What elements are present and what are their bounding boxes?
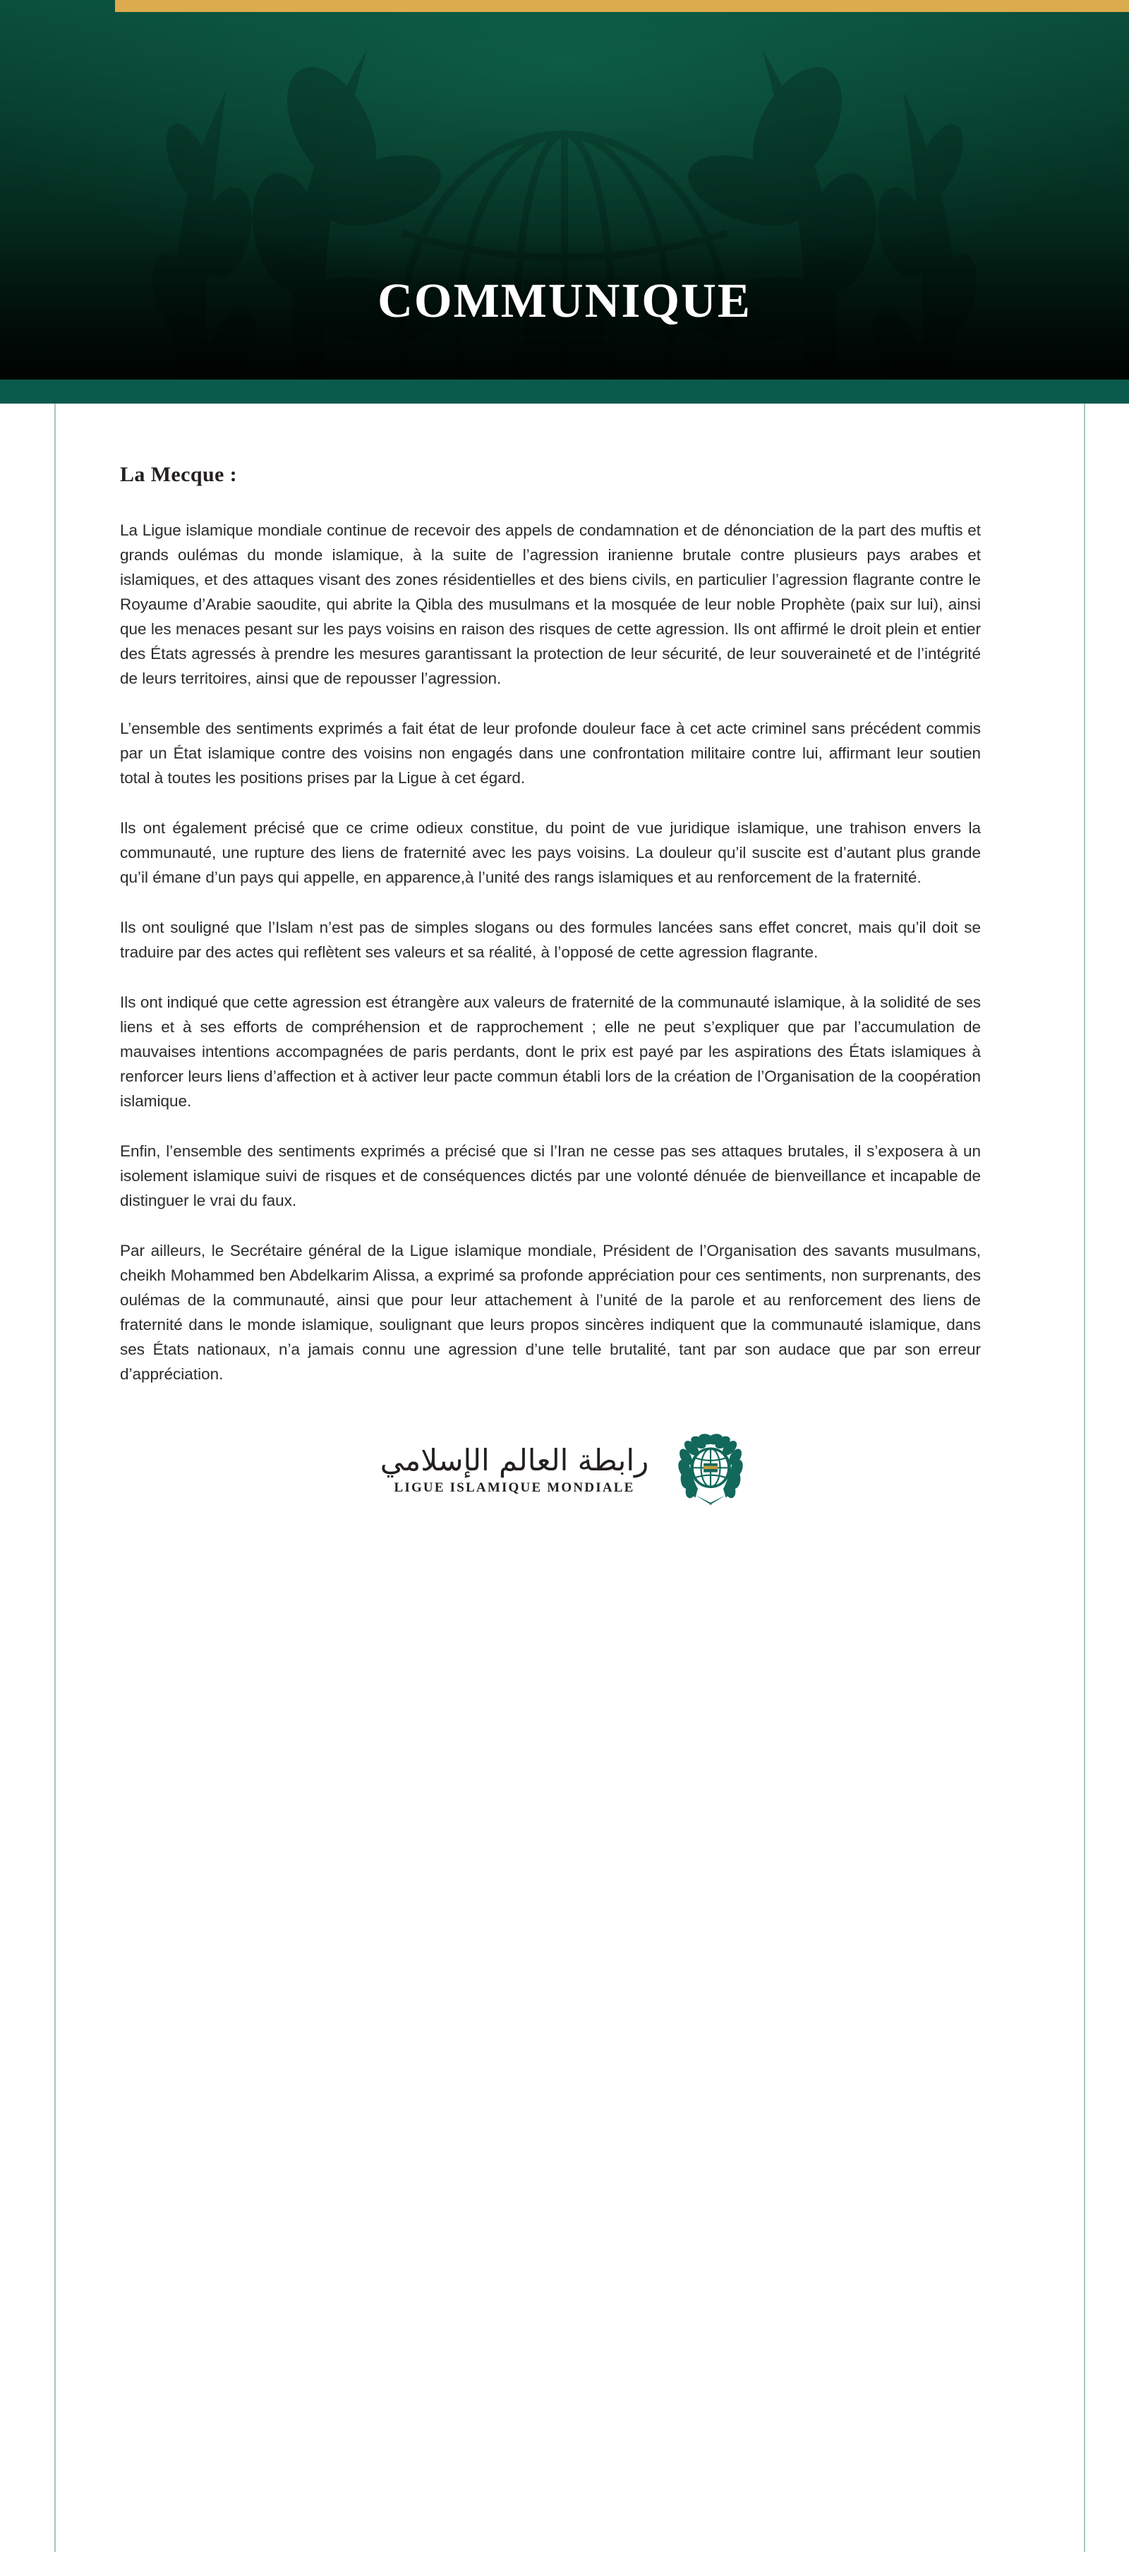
body-paragraph: Par ailleurs, le Secrétaire général de la Ligue islamique mondiale, Président de l’Organisation des savants musulmans, cheikh Mohammed ben Abdelkarim Alissa, a exprimé sa profonde appréciation pour ces sentiments, non surprenants, des oulémas de la communauté, ainsi que pour leur attachement à l’unité de la parole et au renforcement des liens de fraternité dans le monde islamique, soulignant que leurs propos sincères indiquent que la communauté islamique, dans ses États nationaux, n’a jamais connu une agression d’une telle brutalité, tant par son audace que par son erreur d’appréciation. <box>120 1242 981 1383</box>
body-paragraph: Ils ont également précisé que ce crime odieux constitue, du point de vue juridique islamique, une trahison envers la communauté, une rupture des liens de fraternité avec les pays voisins. La douleur qu’il suscite est d’autant plus grande qu’il émane d’un pays qui appelle, en apparence,à l’unité des rangs islamiques et au renforcement de la fraternité. <box>120 819 981 886</box>
header-gold-accent-bar <box>115 0 1129 12</box>
globe-laurel-wreath-emblem-icon <box>672 1432 749 1508</box>
body-paragraph: L’ensemble des sentiments exprimés a fait état de leur profonde douleur face à cet acte criminel sans précédent commis par un État islamique contre des voisins non engagés dans une confrontation militaire contre lui, affirmant leur soutien total à toutes les positions prises par la Ligue à cet égard. <box>120 720 981 787</box>
document-body-sheet <box>0 380 1129 2552</box>
dateline: La Mecque : <box>120 463 238 486</box>
page-title: COMMUNIQUE <box>378 274 751 327</box>
organization-wordmark <box>380 1444 649 1496</box>
document-content <box>0 380 1129 1386</box>
wordmark-arabic: رابطة العالم الإسلامي <box>380 1442 649 1477</box>
header-teal-divider-bar <box>0 380 1129 404</box>
wordmark-french: LIGUE ISLAMIQUE MONDIALE <box>394 1480 635 1496</box>
body-paragraph: Ils ont indiqué que cette agression est étrangère aux valeurs de fraternité de la communauté islamique, à la solidité de ses liens et à ses efforts de compréhension et de rapprochement ; elle ne peut s’expliquer que par l’accumulation de mauvaises intentions accompagnées de paris perdants, dont le prix est payé par les aspirations des États islamiques à renforcer leurs liens d’affection et à activer leur pacte commun établi lors de la création de l’Organisation de la coopération islamique. <box>120 993 981 1110</box>
document-header <box>0 0 1129 380</box>
body-paragraph: Enfin, l’ensemble des sentiments exprimés a précisé que si l’Iran ne cesse pas ses attaques brutales, il s’exposera à un isolement islamique suivi de risques et de conséquences dictés par une volonté dénuée de bienveillance et incapable de distinguer le vrai du faux. <box>120 1142 981 1209</box>
body-paragraph: La Ligue islamique mondiale continue de recevoir des appels de condamnation et de dénonciation de la part des muftis et grands oulémas du monde islamique, à la suite de l’agression iranienne brutale contre plusieurs pays arabes et islamiques, et des attaques visant des zones résidentielles et des biens civils, en particulier l’agression flagrante contre le Royaume d’Arabie saoudite, qui abrite la Qibla des musulmans et la mosquée de leur noble Prophète (paix sur lui), ainsi que les menaces pesant sur les pays voisins en raison des risques de cette agression. Ils ont affirmé le droit plein et entier des États agressés à prendre les mesures garantissant la protection de leur sécurité, de leur souveraineté et de l’intégrité de leurs territoires, ainsi que de repousser l’agression. <box>120 521 981 687</box>
footer-logo-lockup <box>0 1432 1129 1571</box>
body-paragraph: Ils ont souligné que l’Islam n’est pas de simples slogans ou des formules lancées sans effet concret, mais qu’il doit se traduire par des actes qui reflètent ses valeurs et sa réalité, à l’opposé de cette agression flagrante. <box>120 919 981 961</box>
